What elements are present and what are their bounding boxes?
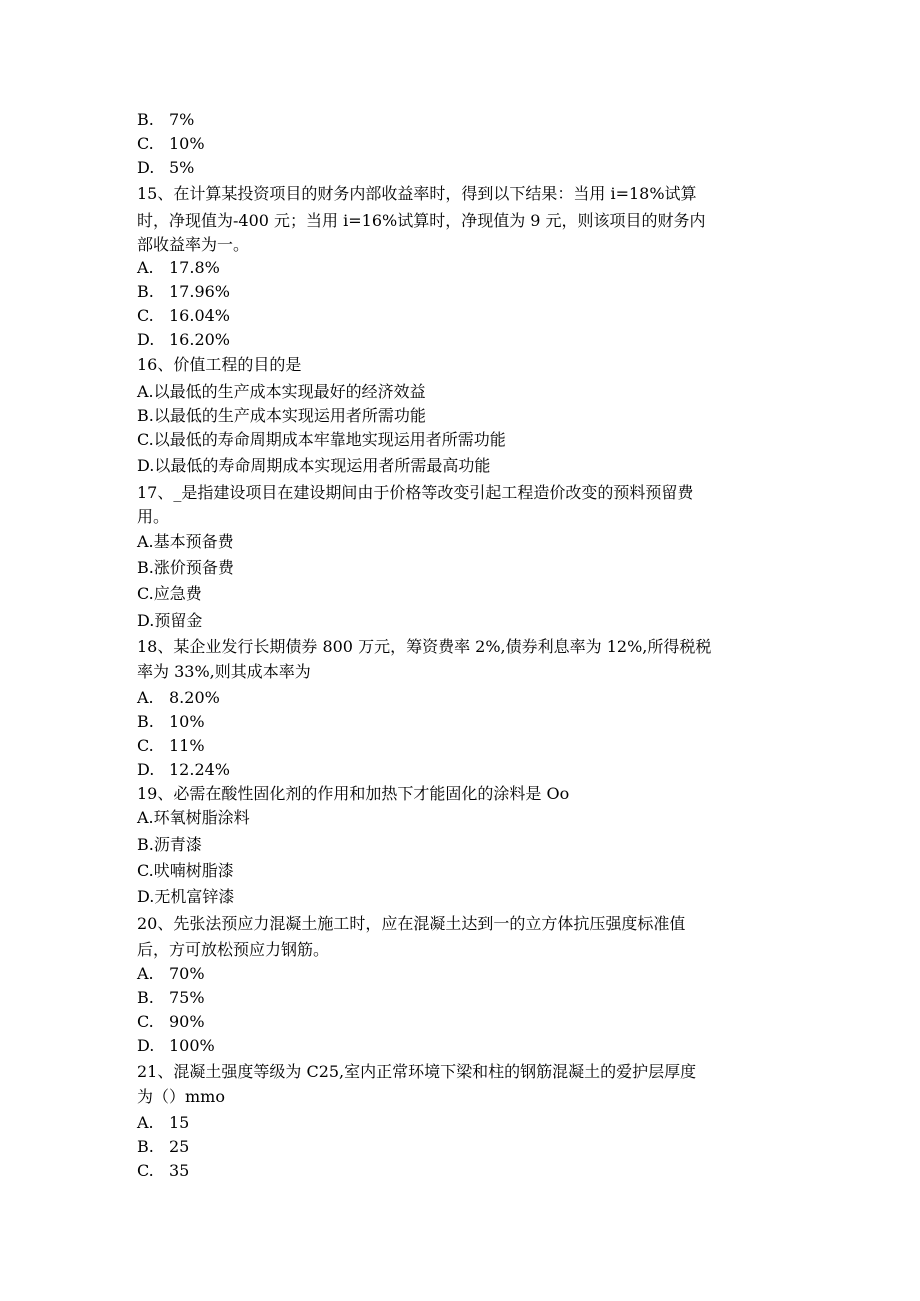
q18-stem-line: 率为 33%,则其成本率为 — [137, 662, 311, 681]
q19-option-d: D.无机富锌漆 — [137, 887, 235, 906]
q15-option-a: A. 17.8% — [137, 258, 220, 277]
q20-stem-line: 后，方可放松预应力钢筋。 — [137, 940, 330, 959]
q19-stem: 19、必需在酸性固化剂的作用和加热下才能固化的涂料是 Oo — [137, 784, 570, 803]
q21-stem-line: 为（）mmo — [137, 1087, 225, 1106]
q17-option-b: B.涨价预备费 — [137, 558, 234, 577]
q16-option-a: A.以最低的生产成本实现最好的经济效益 — [137, 382, 426, 401]
q19-option-b: B.沥青漆 — [137, 835, 202, 854]
q16-option-d: D.以最低的寿命周期成本实现运用者所需最高功能 — [137, 456, 491, 475]
q17-option-d: D.预留金 — [137, 611, 203, 630]
q19-option-c: C.吠喃树脂漆 — [137, 861, 234, 880]
q20-option-a: A. 70% — [137, 964, 205, 983]
q18-option-b: B. 10% — [137, 712, 205, 731]
q21-stem-line: 21、混凝土强度等级为 C25,室内正常环境下梁和柱的钢筋混凝土的爱护层厚度 — [137, 1062, 697, 1081]
q21-option-a: A. 15 — [137, 1113, 190, 1132]
q17-option-c: C.应急费 — [137, 584, 202, 603]
q20-option-c: C. 90% — [137, 1012, 205, 1031]
q21-option-c: C. 35 — [137, 1161, 190, 1180]
q20-stem-line: 20、先张法预应力混凝土施工时，应在混凝土达到一的立方体抗压强度标准值 — [137, 914, 686, 933]
q16-stem: 16、价值工程的目的是 — [137, 355, 302, 374]
q18-stem-line: 18、某企业发行长期债券 800 万元，筹资费率 2%,债券利息率为 12%,所得税税 — [137, 637, 712, 656]
q14-option-b: B. 7% — [137, 110, 195, 129]
q18-option-c: C. 11% — [137, 736, 205, 755]
q15-option-b: B. 17.96% — [137, 282, 231, 301]
q21-option-b: B. 25 — [137, 1137, 190, 1156]
q15-stem-line: 15、在计算某投资项目的财务内部收益率时，得到以下结果：当用 i=18%试算 — [137, 184, 697, 203]
q17-stem-line: 用。 — [137, 507, 170, 526]
q18-option-a: A. 8.20% — [137, 688, 220, 707]
q19-option-a: A.环氧树脂涂料 — [137, 808, 250, 827]
q15-option-c: C. 16.04% — [137, 306, 231, 325]
q15-stem-line: 时，净现值为-400 元；当用 i=16%试算时，净现值为 9 元，则该项目的财务内 — [137, 211, 706, 230]
q18-option-d: D. 12.24% — [137, 760, 231, 779]
q15-stem-line: 部收益率为一。 — [137, 235, 250, 254]
q16-option-c: C.以最低的寿命周期成本牢靠地实现运用者所需功能 — [137, 430, 506, 449]
q16-option-b: B.以最低的生产成本实现运用者所需功能 — [137, 406, 426, 425]
q15-option-d: D. 16.20% — [137, 330, 231, 349]
q14-option-c: C. 10% — [137, 134, 205, 153]
q20-option-d: D. 100% — [137, 1036, 215, 1055]
q14-option-d: D. 5% — [137, 158, 195, 177]
q20-option-b: B. 75% — [137, 988, 205, 1007]
q17-stem-line: 17、_是指建设项目在建设期间由于价格等改变引起工程造价改变的预料预留费 — [137, 483, 694, 502]
q17-option-a: A.基本预备费 — [137, 532, 234, 551]
